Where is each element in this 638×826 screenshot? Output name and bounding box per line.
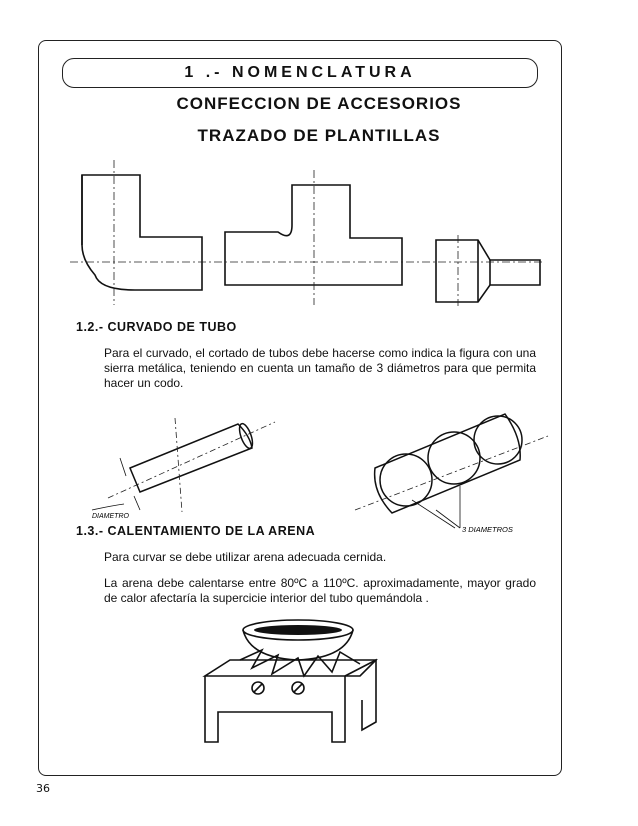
heading-confeccion: CONFECCION DE ACCESORIOS xyxy=(176,94,462,113)
stove-heating-sand-icon xyxy=(205,620,376,742)
three-diameters-label: 3 DIAMETROS xyxy=(462,525,513,534)
page-number: 36 xyxy=(36,782,50,795)
section-title-curvado: 1.2.- CURVADO DE TUBO xyxy=(76,320,237,334)
diameter-label: DIAMETRO xyxy=(92,513,129,520)
paragraph-arena-cernida: Para curvar se debe utilizar arena adecuada cernida. xyxy=(104,550,387,564)
section-title-calentamiento: 1.3.- CALENTAMIENTO DE LA ARENA xyxy=(76,524,316,538)
paragraph-curvado: Para el curvado, el cortado de tubos debe hacerse como indica la figura con una sierra metálica, teniendo en cuenta un tamaño de 3 diámetros para que permita hacer un codo. xyxy=(104,346,536,390)
paragraph-arena-temperatura: La arena debe calentarse entre 80ºC a 110ºC. aproximadamente, mayor grado de calor afectaría la supercicie interior del tubo quemándola . xyxy=(104,576,536,605)
heading-trazado: TRAZADO DE PLANTILLAS xyxy=(197,126,441,145)
cut-tube-icon xyxy=(130,414,522,513)
elbow-fitting-icon xyxy=(82,175,202,290)
section-title: 1 .- NOMENCLATURA xyxy=(184,64,416,81)
tee-fitting-icon xyxy=(225,185,402,285)
reducer-fitting-icon xyxy=(436,240,540,302)
